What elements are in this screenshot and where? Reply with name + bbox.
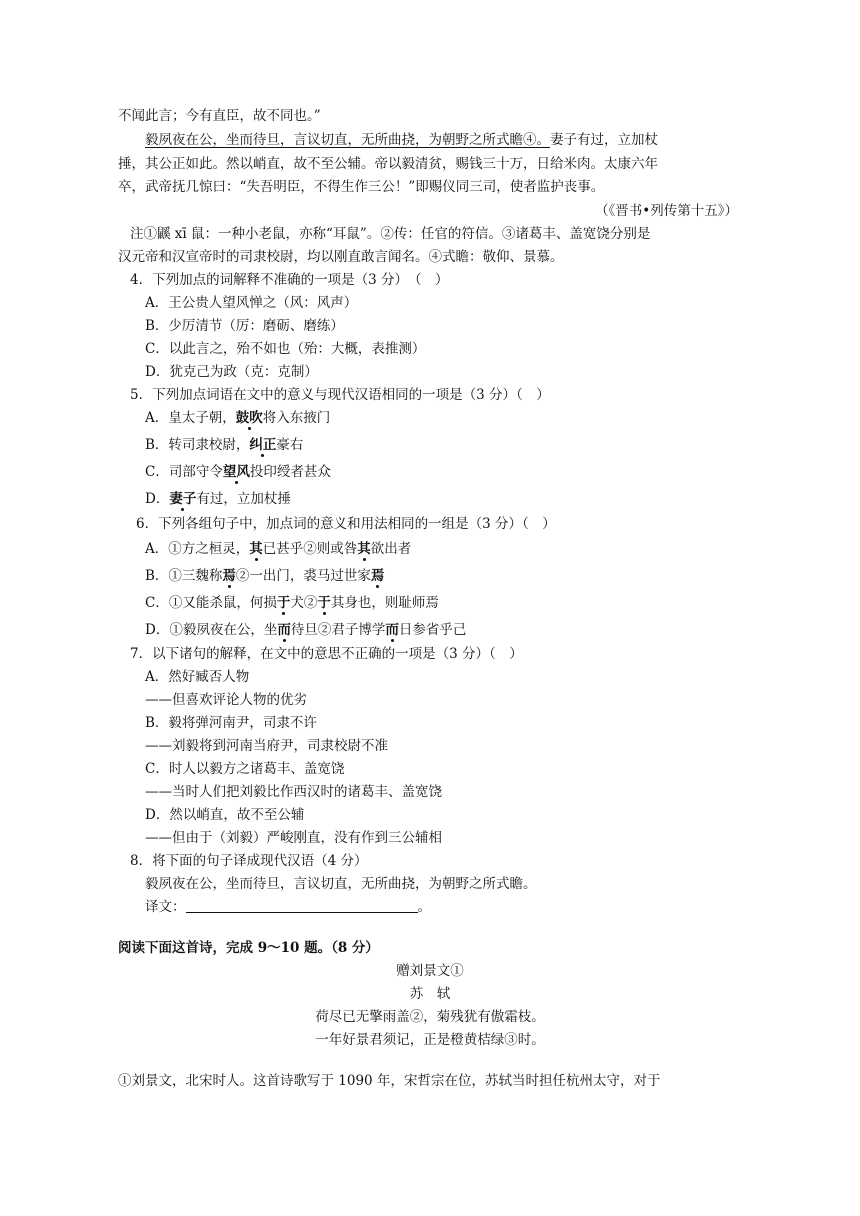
- notes-line: 汉元帝和汉宣帝时的司隶校尉，均以刚直敢言闻名。④式瞻：敬仰、景慕。: [118, 249, 564, 265]
- dotted-word: 其: [357, 541, 371, 557]
- dotted-word: 而: [385, 622, 399, 638]
- translation-sentence: 毅夙夜在公，坐而待旦，言议切直，无所曲挠，为朝野之所式瞻。: [145, 876, 537, 892]
- option-explanation: ——当时人们把刘毅比作西汉时的诸葛丰、盖宽饶: [145, 784, 442, 800]
- dotted-word: 焉: [370, 568, 385, 584]
- option: B．毅将弹河南尹，司隶不许: [145, 715, 317, 731]
- poem-author: 苏 轼: [409, 986, 451, 1002]
- answer-line: 译文： 。: [145, 899, 431, 915]
- option: B．少厉清节（厉：磨砺、磨练）: [145, 318, 344, 334]
- option-explanation: ——但喜欢评论人物的优劣: [145, 692, 307, 708]
- dotted-word: 鼓吹: [235, 410, 263, 426]
- passage-line: 毅夙夜在公，坐而待旦，言议切直，无所曲挠，为朝野之所式瞻④。妻子有过，立加杖: [145, 132, 658, 148]
- option: B．转司隶校尉，纠正豪右: [145, 437, 304, 453]
- answer-blank[interactable]: [186, 898, 418, 913]
- option: D．然以峭直，故不至公辅: [145, 807, 305, 823]
- dotted-word: 于: [317, 595, 331, 611]
- option: D．犹克己为政（克：克制）: [145, 364, 318, 380]
- dotted-word: 妻子: [169, 491, 197, 507]
- option: B．①三魏称焉②一出门，裘马过世家焉: [145, 568, 385, 584]
- question-stem: 6．下列各组句子中，加点词的意义和用法相同的一组是（3 分）（ ）: [136, 516, 556, 532]
- dotted-word: 焉: [222, 568, 236, 584]
- dotted-word: 其: [249, 541, 263, 557]
- question-stem: 8．将下面的句子译成现代汉语（4 分）: [130, 853, 368, 869]
- notes-line: 注①鼷 xī 鼠：一种小老鼠，亦称“耳鼠”。②传：任官的符信。③诸葛丰、盖宽饶分别是: [130, 226, 651, 242]
- option: A．皇太子朝，鼓吹将入东掖门: [145, 410, 331, 426]
- option: A．然好臧否人物: [145, 669, 250, 685]
- question-stem: 5．下列加点词语在文中的意义与现代汉语相同的一项是（3 分）（ ）: [130, 387, 550, 403]
- dotted-word: 而: [277, 622, 291, 638]
- dotted-word: 纠正: [249, 437, 277, 453]
- option: C．①又能杀鼠，何损于犬②于其身也，则耻师焉: [145, 595, 439, 611]
- passage-line: 卒，武帝抚几惊曰：“失吾明臣，不得生作三公！”即赐仪同三司，使者监护丧事。: [118, 179, 605, 195]
- section-heading: 阅读下面这首诗，完成 9～10 题。（8 分）: [118, 940, 379, 956]
- poem-line: 一年好景君须记，正是橙黄桔绿③时。: [315, 1032, 545, 1048]
- dotted-word: 望风: [222, 464, 250, 480]
- question-stem: 4．下列加点的词解释不准确的一项是（3 分） （ ）: [130, 272, 449, 288]
- question-stem: 7．以下诸句的解释，在文中的意思不正确的一项是（3 分）（ ）: [130, 646, 523, 662]
- dotted-word: 于: [276, 595, 291, 611]
- option-explanation: ——刘毅将到河南当府尹，司隶校尉不准: [145, 738, 388, 754]
- option: A．王公贵人望风惮之（风：风声）: [145, 295, 358, 311]
- poem-title: 赠刘景文①: [396, 963, 464, 979]
- poem-note: ①刘景文，北宋时人。这首诗歌写于 1090 年，宋哲宗在位，苏轼当时担任杭州太守，对于: [118, 1073, 661, 1089]
- underlined-sentence: 毅夙夜在公，坐而待旦，言议切直，无所曲挠，为朝野之所式瞻④。: [145, 132, 550, 148]
- poem-line: 荷尽已无擎雨盖②，菊残犹有傲霜枝。: [315, 1009, 545, 1025]
- passage-line: 捶，其公正如此。然以峭直，故不至公辅。帝以毅清贫，赐钱三十万，日给米肉。太康六年: [118, 156, 658, 172]
- option: A．①方之桓灵，其已甚乎②则或咎其欲出者: [145, 541, 412, 557]
- passage-line: 不闻此言；今有直臣，故不同也。”: [118, 108, 321, 124]
- option: C．时人以毅方之诸葛丰、盖宽饶: [145, 761, 345, 777]
- option: C．司部守令望风投印绶者甚众: [145, 464, 331, 480]
- option: C．以此言之，殆不如也（殆：大概，表推测）: [145, 341, 426, 357]
- option-explanation: ——但由于（刘毅）严峻刚直，没有作到三公辅相: [145, 830, 442, 846]
- option: D．妻子有过，立加杖捶: [145, 491, 291, 507]
- passage-source: （《晋书•列传第十五》）: [595, 203, 738, 219]
- option: D．①毅夙夜在公，坐而待旦②君子博学而日参省乎己: [145, 622, 467, 638]
